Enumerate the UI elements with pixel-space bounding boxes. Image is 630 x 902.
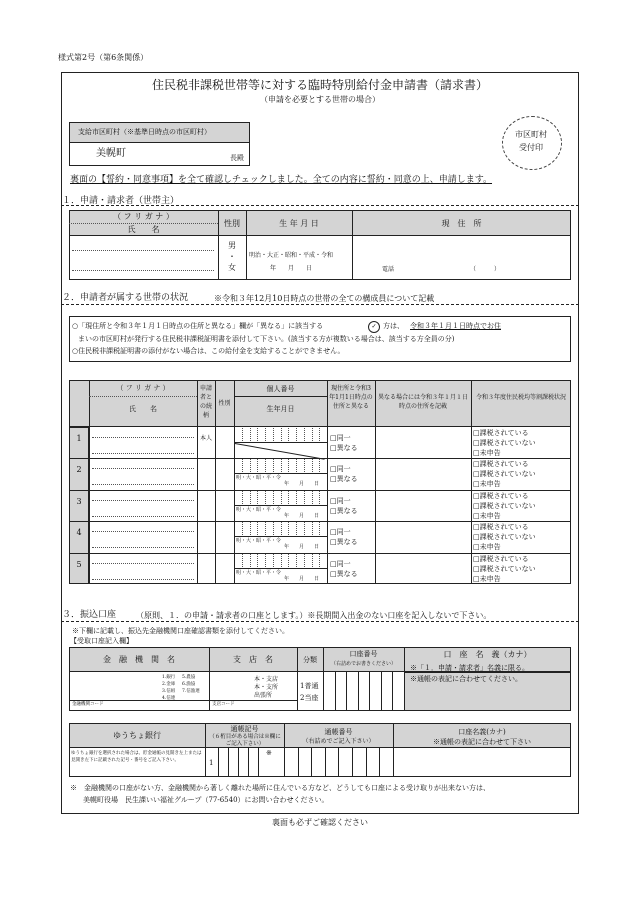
household-row-same-checkbox[interactable]: □同一 [330, 497, 351, 505]
municipality-header: 支給市区町村（※基準日時点の市区町村） [78, 128, 211, 136]
household-row-same-checkbox[interactable]: □同一 [330, 434, 351, 442]
info-line3: ○住民税非課税証明書の添付がない場合は、この給付金を支給することができません。 [72, 347, 345, 355]
acct-type-savings[interactable]: 1普通 [300, 682, 319, 690]
mynumber-digit-cell[interactable] [281, 428, 282, 441]
hh-col-sex: 性別 [218, 400, 231, 407]
municipality-name[interactable]: 美幌町 [96, 148, 126, 159]
phone-label: 電話 [382, 266, 395, 273]
household-row-not-taxed-checkbox[interactable]: □課税されていない [473, 439, 536, 447]
hh-col-tax: 令和３年度住民税均等割課税状況 [475, 394, 566, 401]
form-number: 様式第2号（第6条関係） [58, 53, 149, 62]
applicant-address-label: 現 住 所 [441, 219, 482, 228]
stamp-line2: 受付印 [519, 143, 543, 152]
yucho-holder-label: 口座名義(カナ) [458, 728, 506, 736]
phone-paren[interactable]: （ ） [470, 266, 501, 273]
mynumber-digit-cell[interactable] [281, 459, 282, 472]
household-row-ymd[interactable]: 年 月 日 [284, 513, 320, 519]
household-row-number: 1 [76, 434, 82, 443]
mynumber-digit-cell[interactable] [281, 522, 282, 535]
mynumber-digit-cell[interactable] [273, 522, 274, 535]
household-row-name[interactable] [92, 547, 194, 548]
applicant-era-options[interactable]: 明治・大正・昭和・平成・令和 [249, 252, 334, 259]
bank-type-2[interactable]: 2.金庫 [162, 682, 176, 687]
household-row-ymd[interactable]: 年 月 日 [284, 544, 320, 550]
household-row-name[interactable] [92, 484, 194, 485]
acct-number-label: 口座番号 [349, 650, 378, 658]
mynumber-digit-cell[interactable] [273, 428, 274, 441]
hh-col-other-address: 異なる場合には令和３年１月１日時点の住所を記載 [377, 394, 468, 410]
household-row-furigana[interactable] [92, 500, 194, 501]
section3-heading: ３．振込口座 [62, 610, 117, 620]
applicant-furigana-label: （ フ リ ガ ナ ） [113, 212, 174, 221]
household-row-mynumber-rule [234, 505, 327, 506]
household-row-ymd[interactable]: 年 月 日 [284, 576, 320, 582]
household-row-ymd[interactable]: 年 月 日 [284, 481, 320, 487]
mynumber-digit-cell[interactable] [265, 554, 266, 567]
sex-female[interactable]: 女 [228, 263, 236, 272]
household-row-era[interactable]: 明・大・昭・平・令 [236, 538, 282, 544]
section1-heading: １．申請・請求者（世帯主） [62, 196, 180, 206]
mynumber-digit-cell[interactable] [257, 554, 258, 567]
applicant-name-label: 氏 名 [127, 225, 160, 234]
household-row-era[interactable]: 明・大・昭・平・令 [236, 475, 282, 481]
info-line1a: ○「現住所と令和３年１月１日時点の住所と異なる」欄が「異なる」に該当する [72, 322, 324, 330]
section3-heading-note: （原則、１．の申請・請求者の口座とします。）※長期間入出金のない口座を記入しないで下さい。 [136, 611, 492, 620]
mynumber-digit-cell[interactable] [250, 522, 251, 535]
mynumber-digit-cell[interactable] [296, 459, 297, 472]
household-row-mynumber-rule [234, 473, 327, 474]
household-row-era[interactable]: 明・大・昭・平・令 [236, 570, 282, 576]
branch-code-label: 支店コード [212, 702, 235, 707]
household-row-unfiled-checkbox[interactable]: □未申告 [473, 480, 501, 488]
household-row-mynumber-rule [234, 442, 327, 443]
passbook-number-cell[interactable] [379, 748, 380, 777]
mynumber-digit-cell[interactable] [296, 522, 297, 535]
household-row-furigana[interactable] [92, 437, 194, 438]
section2-heading-rule [61, 304, 579, 305]
household-row-name[interactable] [92, 579, 194, 580]
household-row-furigana[interactable] [92, 563, 194, 564]
household-row-not-taxed-checkbox[interactable]: □課税されていない [473, 533, 536, 541]
mynumber-digit-cell[interactable] [304, 459, 305, 472]
passbook-number-cell[interactable] [311, 748, 312, 777]
mynumber-digit-cell[interactable] [312, 522, 313, 535]
acct-digit-cell[interactable] [381, 672, 382, 711]
passbook-symbol-cell[interactable] [248, 748, 249, 777]
household-row-not-taxed-checkbox[interactable]: □課税されていない [473, 565, 536, 573]
mynumber-digit-cell[interactable] [273, 554, 274, 567]
passbook-symbol-label: 通帳記号 [230, 725, 259, 733]
back-note: 裏面も必ずご確認ください [272, 818, 368, 827]
section2-heading: ２．申請者が属する世帯の状況 [62, 293, 189, 303]
branch-name-label: 支 店 名 [233, 655, 273, 664]
acct-digit-cell[interactable] [358, 672, 359, 711]
branch-type-3[interactable]: 出張所 [254, 692, 273, 699]
hh-col-furigana: （ フ リ ガ ナ ） [116, 384, 170, 392]
household-row-number: 5 [76, 560, 82, 569]
household-row-mynumber-rule [234, 536, 327, 537]
section3-heading-rule [61, 621, 579, 622]
municipality-suffix: 長殿 [230, 154, 244, 162]
acct-type-label: 分類 [303, 656, 317, 664]
applicant-furigana-field [72, 250, 214, 251]
section2-note: ※令和３年12月10日時点の世帯の全ての構成員について記載 [214, 294, 435, 303]
pledge-text: 裏面の【誓約・同意事項】を全て確認しチェックしました。全ての内容に誓約・同意の上、申請します。 [70, 175, 493, 185]
hh-header-furigana-rule [89, 396, 197, 397]
hh-col-relation: 申請者との続柄 [199, 385, 212, 419]
household-row-same-checkbox[interactable]: □同一 [330, 560, 351, 568]
household-row-name[interactable] [92, 453, 194, 454]
household-row-diff-checkbox[interactable]: □異なる [330, 507, 358, 515]
mynumber-digit-cell[interactable] [257, 491, 258, 504]
passbook-symbol-cell[interactable] [258, 748, 259, 777]
applicant-furigana-rule [69, 223, 218, 224]
passbook-number-cell[interactable] [352, 748, 353, 777]
household-row-taxed-checkbox[interactable]: □課税されている [473, 492, 529, 500]
mynumber-digit-cell[interactable] [281, 554, 282, 567]
mynumber-digit-cell[interactable] [304, 522, 305, 535]
mynumber-digit-cell[interactable] [265, 428, 266, 441]
passbook-number-note: （右詰めでご記入下さい） [302, 738, 375, 745]
household-row-unfiled-checkbox[interactable]: □未申告 [473, 449, 501, 457]
branch-type-1[interactable]: 本・支店 [254, 676, 279, 683]
sex-dot: ・ [228, 252, 236, 261]
mynumber-digit-cell[interactable] [250, 428, 251, 441]
household-row-diff-checkbox[interactable]: □異なる [330, 570, 358, 578]
passbook-symbol-asterisk: ※ [266, 749, 272, 757]
household-row-taxed-checkbox[interactable]: □課税されている [473, 429, 529, 437]
holder-label: 口 座 名 義（カナ） [443, 650, 532, 659]
bank-type-4[interactable]: 4.信連 [162, 696, 176, 701]
mynumber-digit-cell[interactable] [257, 459, 258, 472]
yucho-note: ゆうちょ銀行を選択された場合は、貯金通帳の見開き左上または見開き左下に記載された記号・番号をご記入下さい。 [71, 751, 202, 763]
household-row-diff-checkbox[interactable]: □異なる [330, 444, 358, 452]
mynumber-digit-cell[interactable] [273, 491, 274, 504]
bank-type-1[interactable]: 1.銀行 [162, 675, 176, 680]
mynumber-digit-cell[interactable] [312, 428, 313, 441]
form-subtitle: （申請を必要とする世帯の場合） [260, 95, 380, 104]
check-circle-icon: ✓ [368, 321, 380, 333]
bank-type-6[interactable]: 6.漁協 [182, 682, 196, 687]
yucho-label: ゆうちょ銀行 [113, 731, 161, 740]
stamp-line1: 市区町村 [515, 130, 547, 139]
footnote2: 美幌町役場 民生課いい福祉グループ（77-6540）にお問い合わせください。 [83, 796, 329, 804]
mynumber-digit-cell[interactable] [288, 522, 289, 535]
passbook-symbol-one: 1 [209, 759, 214, 767]
mynumber-digit-cell[interactable] [242, 522, 243, 535]
household-row-era[interactable]: 明・大・昭・平・令 [236, 507, 282, 513]
branch-code-rule [209, 700, 297, 701]
bank-type-3[interactable]: 3.信組 [162, 689, 176, 694]
passbook-symbol-note: （６桁目がある場合は※欄にご記入下さい） [209, 734, 281, 747]
acct-type-checking[interactable]: 2当座 [300, 694, 319, 702]
household-row-not-taxed-checkbox[interactable]: □課税されていない [473, 470, 536, 478]
mynumber-digit-cell[interactable] [257, 428, 258, 441]
mynumber-digit-cell[interactable] [312, 491, 313, 504]
acct-digit-cell[interactable] [369, 672, 370, 711]
mynumber-digit-cell[interactable] [273, 459, 274, 472]
mynumber-digit-cell[interactable] [242, 459, 243, 472]
mynumber-digit-cell[interactable] [312, 459, 313, 472]
mynumber-digit-cell[interactable] [296, 428, 297, 441]
household-row-taxed-checkbox[interactable]: □課税されている [473, 555, 529, 563]
section1-heading-rule [61, 205, 579, 206]
mynumber-digit-cell[interactable] [288, 428, 289, 441]
mynumber-digit-cell[interactable] [265, 491, 266, 504]
yucho-holder-note: ※通帳の表記に合わせて下さい [433, 738, 531, 746]
mynumber-digit-cell[interactable] [319, 554, 320, 567]
household-row-same-checkbox[interactable]: □同一 [330, 465, 351, 473]
section3-label: 【受取口座記入欄】 [70, 637, 133, 645]
household-row-furigana[interactable] [92, 531, 194, 532]
holder-note1: ※「１．申請・請求者」名義に限る。 [410, 664, 529, 672]
mynumber-digit-cell[interactable] [242, 554, 243, 567]
passbook-number-cell[interactable] [298, 748, 299, 777]
mynumber-digit-cell[interactable] [304, 491, 305, 504]
mynumber-digit-cell[interactable] [288, 459, 289, 472]
household-row-number: 4 [76, 528, 82, 537]
mynumber-digit-cell[interactable] [312, 554, 313, 567]
mynumber-digit-cell[interactable] [250, 491, 251, 504]
mynumber-digit-cell[interactable] [296, 554, 297, 567]
hh-header-mynum-rule [234, 396, 327, 397]
section3-instruction: ※下欄に記載し、振込先金融機関口座確認書類を添付してください。 [72, 627, 289, 635]
household-row-relation[interactable]: 本人 [199, 435, 212, 442]
household-row-same-checkbox[interactable]: □同一 [330, 528, 351, 536]
household-row-number: 2 [76, 465, 82, 474]
hh-col-mynumber: 個人番号 [266, 385, 295, 393]
household-row-unfiled-checkbox[interactable]: □未申告 [473, 512, 501, 520]
household-row-mynumber-rule [234, 568, 327, 569]
household-row-unfiled-checkbox[interactable]: □未申告 [473, 575, 501, 583]
bank-type-5[interactable]: 5.農協 [182, 675, 196, 680]
acct-digit-cell[interactable] [392, 672, 393, 711]
household-row-diff-checkbox[interactable]: □異なる [330, 538, 358, 546]
bank-type-7[interactable]: 7.信漁連 [182, 689, 200, 694]
mynumber-digit-cell[interactable] [250, 554, 251, 567]
bank-name-label: 金 融 機 関 名 [103, 655, 175, 664]
info-line1c: 令和３年１月１日時点でお住 [410, 322, 501, 330]
mynumber-digit-cell[interactable] [281, 491, 282, 504]
passbook-number-cell[interactable] [366, 748, 367, 777]
passbook-number-cell[interactable] [325, 748, 326, 777]
footnote1: ※ 金融機関の口座がない方、金融機関から著しく離れた場所に住んでいる方など、どうしても口座による受け取りが出来ない方は、 [70, 784, 490, 792]
mynumber-digit-cell[interactable] [242, 491, 243, 504]
applicant-ymd[interactable]: 年 月 日 [270, 265, 313, 272]
hh-col-address-diff: 現住所と令和3年1月1日時点の住所と異なる [329, 385, 373, 410]
hh-col-name: 氏 名 [129, 405, 157, 413]
mynumber-digit-cell[interactable] [304, 554, 305, 567]
household-row-taxed-checkbox[interactable]: □課税されている [473, 460, 529, 468]
acct-digit-cell[interactable] [335, 672, 336, 711]
passbook-symbol-cell[interactable] [228, 748, 229, 777]
household-row-not-taxed-checkbox[interactable]: □課税されていない [473, 502, 536, 510]
hh-col-dob: 生年月日 [266, 405, 295, 413]
mynumber-digit-cell[interactable] [242, 428, 243, 441]
bank-code-rule [69, 700, 209, 701]
info-line1b: 方は、 [383, 322, 404, 330]
mynumber-digit-cell[interactable] [288, 491, 289, 504]
applicant-sex-label: 性別 [224, 219, 240, 228]
holder-note2: ※通帳の表記に合わせてください。 [410, 675, 522, 683]
mynumber-digit-cell[interactable] [257, 522, 258, 535]
mynumber-digit-cell[interactable] [296, 491, 297, 504]
passbook-symbol-cell[interactable] [238, 748, 239, 777]
passbook-symbol-cell[interactable] [218, 748, 219, 777]
household-row-unfiled-checkbox[interactable]: □未申告 [473, 543, 501, 551]
household-row-taxed-checkbox[interactable]: □課税されている [473, 523, 529, 531]
mynumber-digit-cell[interactable] [288, 554, 289, 567]
passbook-number-cell[interactable] [338, 748, 339, 777]
mynumber-digit-cell[interactable] [265, 459, 266, 472]
mynumber-digit-cell[interactable] [319, 522, 320, 535]
bank-code-label: 金融機関コード [72, 702, 104, 707]
applicant-dob-label: 生 年 月 日 [279, 219, 319, 228]
form-title: 住民税非課税世帯等に対する臨時特別給付金申請書（請求書） [151, 78, 488, 92]
sex-male[interactable]: 男 [228, 241, 236, 250]
info-line2: まいの市区町村が発行する住民税非課税証明書を添付して下さい。(該当する方が複数いる場合は、該当する方全員の分) [78, 335, 455, 343]
mynumber-digit-cell[interactable] [319, 491, 320, 504]
household-row-diff-checkbox[interactable]: □異なる [330, 475, 358, 483]
acct-number-note: （右詰めでお書きください） [330, 661, 396, 667]
household-row-name[interactable] [92, 516, 194, 517]
household-row-furigana[interactable] [92, 468, 194, 469]
branch-type-2[interactable]: 本・支所 [254, 684, 279, 691]
mynumber-digit-cell[interactable] [265, 522, 266, 535]
mynumber-digit-cell[interactable] [304, 428, 305, 441]
mynumber-digit-cell[interactable] [319, 428, 320, 441]
passbook-number-label: 通帳番号 [324, 728, 353, 736]
acct-digit-cell[interactable] [346, 672, 347, 711]
household-row-number: 3 [76, 497, 82, 506]
mynumber-digit-cell[interactable] [250, 459, 251, 472]
mynumber-digit-cell[interactable] [319, 459, 320, 472]
applicant-name-field[interactable] [72, 270, 214, 271]
